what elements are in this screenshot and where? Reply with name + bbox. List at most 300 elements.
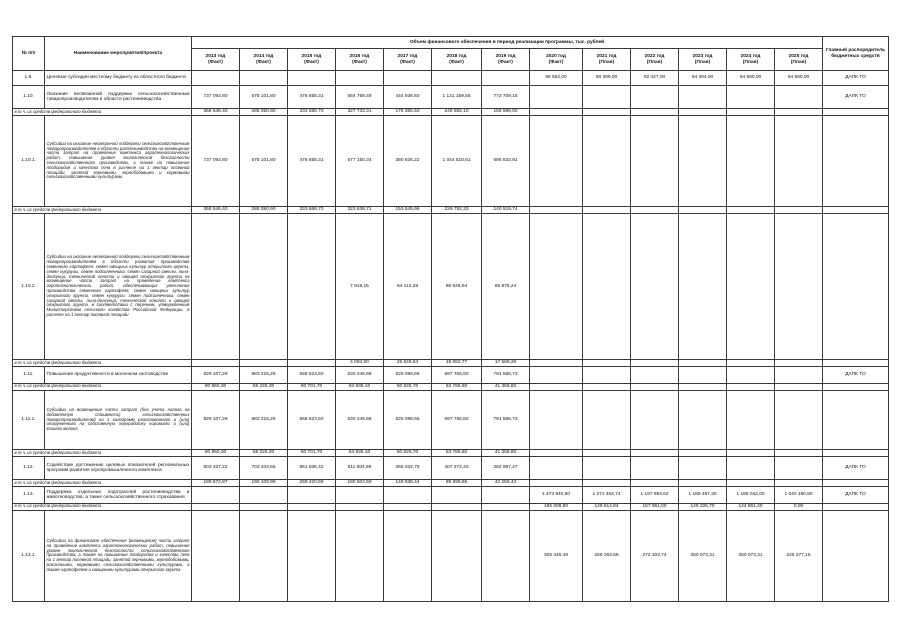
value-cell (631, 85, 679, 108)
value-cell: 149 326,70 (679, 503, 727, 510)
value-cell: 1 271 464,74 (583, 486, 631, 503)
value-cell (727, 450, 775, 457)
value-cell (631, 390, 679, 449)
entity-cell (823, 207, 889, 214)
value-cell (775, 367, 823, 384)
header-year-label: 2019 год (495, 54, 516, 60)
value-cell: 94 580,00 (727, 71, 775, 86)
value-cell (727, 367, 775, 384)
header-year-kind: (План) (646, 59, 663, 65)
federal-budget-label: в т.ч. из средств федерального бюджета (13, 383, 192, 390)
row-name: Субсидии на финансовое обеспечение (возмещение) части затрат на проведение комплекса агротехнологических работ, повышение уровня экологической безопасности сельскохозяйственного производства, а также на повышение плодородия и качества почв на 1 гектар посевной площади, занятой зерновыми, зернобобовыми, масличными, кормовыми сельскохозяйственными культурами, а также картофелем и овощными культурами открытого грунта (45, 510, 192, 601)
row-number: 1.12. (13, 456, 45, 479)
value-cell (288, 360, 336, 367)
header-funding-title: Объем финансового обеспечения в период реализации программы, тыс. рублей (192, 37, 823, 49)
value-cell (679, 390, 727, 449)
value-cell: 323 638,71 (336, 207, 384, 214)
value-cell (679, 456, 727, 479)
table-row (13, 367, 889, 384)
row-name: Субсидии на оказание несвязанной поддержки сельскохозяйственным товаропроизводителям в области развития производства семенного картофеля, семян овощных культур открытого грунта, семян кукурузы, семян подсолнечника, семян сахарной свеклы, льна-долгунца, технической конопли и овощей открытого грунта на возмещение части затрат на проведение комплекса агротехнологических работ, обеспечивающих увеличение производства семенного картофеля, семян овощных культур открытого грунта, семян кукурузы, семян подсолнечника, семян сахарной свеклы, льна-долгунца, технической конопли и овощей открытого грунта, в соответствии с перечнем, утвержденным Министерством сельского хозяйства Российской Федерации, в расчете на 1 гектар посевной площади (45, 213, 192, 359)
value-cell (530, 213, 583, 359)
value-cell: 577 150,34 (336, 115, 384, 206)
value-cell (482, 510, 530, 601)
value-cell: 444 936,50 (384, 85, 432, 108)
value-cell: 90 960,30 (192, 450, 240, 457)
value-cell (530, 115, 583, 206)
row-name: Целевые субсидии местному бюджету из областного бюджета (45, 71, 192, 86)
value-cell: 248 855,10 (432, 109, 482, 116)
header-year-label: 2018 год (446, 54, 467, 60)
header-year-kind: (Факт) (400, 59, 415, 65)
value-cell (530, 109, 583, 116)
value-cell: 1 189 497,30 (679, 486, 727, 503)
row-name: Субсидии на возмещение части затрат (без учета налога на добавленную стоимость) сельскохозяйственных товаропроизводителей на 1 килограмм реализованного и (или) отгруженного на собственную переработку коровьего и (или) козьего молока (45, 390, 192, 449)
value-cell (727, 456, 775, 479)
value-cell (384, 486, 432, 503)
row-name: Оказание несвязанной поддержки сельскохозяйственным товаропроизводителям в области растениеводства (45, 85, 192, 108)
entity-cell (823, 213, 889, 359)
value-cell (530, 383, 583, 390)
value-cell: 697 766,60 (432, 390, 482, 449)
value-cell: 85 875,24 (482, 213, 530, 359)
value-cell (631, 213, 679, 359)
value-cell (583, 456, 631, 479)
value-cell (583, 85, 631, 108)
value-cell (631, 207, 679, 214)
header-year-kind: (План) (742, 59, 759, 65)
value-cell: 476 555,31 (288, 85, 336, 108)
value-cell (775, 456, 823, 479)
value-cell: 189 572,87 (192, 480, 240, 487)
value-cell (240, 360, 288, 367)
value-cell (530, 480, 583, 487)
value-cell: 89 599,65 (432, 480, 482, 487)
value-cell (679, 360, 727, 367)
value-cell: 829 107,29 (192, 390, 240, 449)
value-cell (775, 383, 823, 390)
value-cell: 630 245,68 (336, 390, 384, 449)
entity-cell: ДАПК ТО (823, 456, 889, 479)
value-cell (775, 450, 823, 457)
header-year-label: 2023 год (692, 54, 713, 60)
value-cell (432, 503, 482, 510)
value-cell (432, 510, 482, 601)
federal-budget-row (13, 360, 889, 367)
header-year (775, 49, 823, 71)
value-cell (482, 486, 530, 503)
value-cell (530, 360, 583, 367)
value-cell: 686 833,91 (482, 115, 530, 206)
value-cell: 59 226,30 (240, 450, 288, 457)
value-cell: 53 766,60 (432, 450, 482, 457)
value-cell (679, 480, 727, 487)
value-cell (288, 213, 336, 359)
value-cell: 41 358,80 (482, 450, 530, 457)
value-cell: 883 215,26 (240, 367, 288, 384)
value-cell (384, 71, 432, 86)
value-cell: 366 032,75 (384, 456, 432, 479)
value-cell: 149 514,84 (583, 503, 631, 510)
header-year (240, 49, 288, 71)
value-cell (727, 213, 775, 359)
row-number: 1.9. (13, 71, 45, 86)
header-year (530, 49, 583, 71)
row-name: Содействие достижению целевых показателей региональных программ развития агропромышленного комплекса (45, 456, 192, 479)
value-cell: 256 263,66 (583, 510, 631, 601)
value-cell: 92 447,00 (631, 71, 679, 86)
value-cell (679, 115, 727, 206)
value-cell (631, 360, 679, 367)
value-cell: 179 355,50 (384, 109, 432, 116)
value-cell (240, 503, 288, 510)
value-cell: 158 989,00 (482, 109, 530, 116)
header-year-kind: (Факт) (256, 59, 271, 65)
value-cell (727, 383, 775, 390)
header-year-label: 2015 год (301, 54, 322, 60)
value-cell: 149 936,44 (384, 480, 432, 487)
row-number: 1.13. (13, 486, 45, 503)
table-row (13, 510, 889, 601)
value-cell: 89 552,00 (530, 71, 583, 86)
value-cell: 269 420,68 (288, 480, 336, 487)
value-cell: 407 272,40 (432, 456, 482, 479)
value-cell (530, 390, 583, 449)
row-name: Повышение продуктивности в молочном скотоводстве (45, 367, 192, 384)
budget-table-sheet (12, 36, 887, 602)
federal-budget-row (13, 109, 889, 116)
value-cell (631, 456, 679, 479)
header-year-label: 2013 год (205, 54, 226, 60)
value-cell: 697 766,60 (432, 367, 482, 384)
value-cell (336, 71, 384, 86)
value-cell (432, 486, 482, 503)
value-cell (482, 71, 530, 86)
value-cell: 368 546,40 (192, 207, 240, 214)
header-name: Наименование мероприятия/проекта (45, 37, 192, 71)
federal-budget-label: в т.ч. из средств федерального бюджета (13, 109, 192, 116)
value-cell: 272 103,74 (631, 510, 679, 601)
value-cell (727, 390, 775, 449)
value-cell: 851 936,42 (288, 456, 336, 479)
row-number: 1.10. (13, 85, 45, 108)
value-cell: 380 826,22 (384, 115, 432, 206)
header-year (631, 49, 679, 71)
value-cell (530, 85, 583, 108)
value-cell (288, 503, 336, 510)
value-cell (631, 480, 679, 487)
entity-cell: ДАПК ТО (823, 85, 889, 108)
value-cell: 781 556,73 (482, 367, 530, 384)
value-cell: 60 701,70 (288, 450, 336, 457)
value-cell: 1 197 993,62 (631, 486, 679, 503)
value-cell: 772 709,15 (482, 85, 530, 108)
value-cell: 60 701,70 (288, 383, 336, 390)
header-year-label: 2014 год (253, 54, 274, 60)
value-cell: 185 008,90 (530, 503, 583, 510)
value-cell: 180 504,59 (336, 480, 384, 487)
header-year (336, 49, 384, 71)
header-year-kind: (План) (790, 59, 807, 65)
header-entity: Главный распорядитель бюджетных средств (823, 37, 889, 71)
value-cell: 53 766,60 (432, 383, 482, 390)
value-cell: 4 094,60 (336, 360, 384, 367)
header-year (384, 49, 432, 71)
value-cell (192, 486, 240, 503)
budget-table (12, 36, 889, 602)
federal-budget-row (13, 450, 889, 457)
value-cell: 140 519,74 (482, 207, 530, 214)
value-cell (583, 367, 631, 384)
header-year-kind: (Факт) (352, 59, 367, 65)
value-cell (631, 367, 679, 384)
header-year (679, 49, 727, 71)
value-cell (775, 213, 823, 359)
table-row (13, 486, 889, 503)
header-year-label: 2025 год (788, 54, 809, 60)
value-cell: 50 625,70 (384, 450, 432, 457)
value-cell: 19 062,77 (432, 360, 482, 367)
value-cell: 144 861,40 (727, 503, 775, 510)
value-cell: 1 044 510,61 (432, 115, 482, 206)
value-cell: 625 098,65 (384, 390, 432, 449)
header-year-label: 2022 год (644, 54, 665, 60)
value-cell: 7 919,15 (336, 213, 384, 359)
value-cell (432, 71, 482, 86)
value-cell (192, 360, 240, 367)
header-year-kind: (Факт) (548, 59, 564, 65)
entity-cell (823, 503, 889, 510)
entity-cell: ДАПК ТО (823, 71, 889, 86)
federal-budget-row (13, 207, 889, 214)
header-num: № п/п (13, 37, 45, 71)
value-cell (530, 450, 583, 457)
value-cell (336, 503, 384, 510)
value-cell (775, 360, 823, 367)
value-cell: 42 259,44 (482, 480, 530, 487)
entity-cell (823, 390, 889, 449)
header-year-label: 2016 год (349, 54, 370, 60)
value-cell: 288 050,90 (240, 109, 288, 116)
value-cell (631, 115, 679, 206)
value-cell (583, 480, 631, 487)
header-year-kind: (План) (694, 59, 711, 65)
value-cell (192, 510, 240, 601)
value-cell: 1 185 042,00 (727, 486, 775, 503)
value-cell (727, 85, 775, 108)
header-year (482, 49, 530, 71)
value-cell (384, 503, 432, 510)
value-cell (727, 109, 775, 116)
row-number: 1.10.1. (13, 115, 45, 206)
value-cell (192, 503, 240, 510)
value-cell: 0,00 (775, 503, 823, 510)
value-cell: 658 523,60 (288, 367, 336, 384)
value-cell: 305 446,49 (530, 510, 583, 601)
value-cell (775, 85, 823, 108)
federal-budget-label: в т.ч. из средств федерального бюджета (13, 480, 192, 487)
value-cell: 829 107,29 (192, 367, 240, 384)
row-name: Поддержка отдельных подотраслей растениеводства и животноводства, а также сельскохозяйственного страхования (45, 486, 192, 503)
value-cell: 94 494,00 (679, 71, 727, 86)
value-cell (727, 480, 775, 487)
value-cell (631, 109, 679, 116)
value-cell: 229 792,33 (432, 207, 482, 214)
value-cell (679, 207, 727, 214)
value-cell (727, 115, 775, 206)
value-cell (583, 390, 631, 449)
table-row (13, 390, 889, 449)
value-cell: 368 546,40 (192, 109, 240, 116)
value-cell (727, 360, 775, 367)
value-cell (631, 450, 679, 457)
value-cell: 90 399,00 (583, 71, 631, 86)
value-cell: 333 588,70 (288, 109, 336, 116)
value-cell: 64 112,28 (384, 213, 432, 359)
value-cell: 17 569,26 (482, 360, 530, 367)
value-cell (583, 360, 631, 367)
row-number: 1.11. (13, 367, 45, 384)
value-cell: 327 733,31 (336, 109, 384, 116)
value-cell (775, 480, 823, 487)
table-row (13, 213, 889, 359)
value-cell: 658 523,60 (288, 390, 336, 449)
value-cell (288, 71, 336, 86)
value-cell: 625 098,65 (384, 367, 432, 384)
value-cell (530, 456, 583, 479)
entity-cell (823, 109, 889, 116)
value-cell: 86 648,94 (432, 213, 482, 359)
value-cell (240, 71, 288, 86)
federal-budget-label: в т.ч. из средств федерального бюджета (13, 207, 192, 214)
row-name: Субсидии на оказание несвязанной поддержки сельскохозяйственным товаропроизводителям в области растениеводства на возмещение части затрат на проведение комплекса агротехнологических работ, повышение уровня экологической безопасности сельскохозяйственного производства, а также на повышение плодородия и качества почв в расчете на 1 гектар посевной площади, занятой зерновыми, зернобобовыми и кормовыми сельскохозяйственными культурами (45, 115, 192, 206)
federal-budget-label: в т.ч. из средств федерального бюджета (13, 503, 192, 510)
entity-cell (823, 510, 889, 601)
value-cell: 476 555,31 (288, 115, 336, 206)
header-year-kind: (Факт) (449, 59, 464, 65)
value-cell (775, 115, 823, 206)
value-cell: 578 101,80 (240, 85, 288, 108)
value-cell (240, 213, 288, 359)
value-cell: 196 109,98 (240, 480, 288, 487)
value-cell (240, 486, 288, 503)
value-cell: 803 327,22 (192, 456, 240, 479)
value-cell: 260 073,31 (727, 510, 775, 601)
value-cell (679, 450, 727, 457)
value-cell (583, 213, 631, 359)
table-row (13, 85, 889, 108)
value-cell (530, 207, 583, 214)
value-cell (679, 109, 727, 116)
value-cell: 703 343,65 (240, 456, 288, 479)
value-cell (384, 510, 432, 601)
row-number: 1.13.1. (13, 510, 45, 601)
value-cell (583, 109, 631, 116)
header-year-label: 2024 год (740, 54, 761, 60)
value-cell: 883 215,26 (240, 390, 288, 449)
table-row (13, 456, 889, 479)
value-cell (775, 207, 823, 214)
federal-budget-row (13, 383, 889, 390)
value-cell (631, 383, 679, 390)
entity-cell: ДАПК ТО (823, 367, 889, 384)
entity-cell (823, 115, 889, 206)
value-cell: 781 556,73 (482, 390, 530, 449)
entity-cell: ДАПК ТО (823, 486, 889, 503)
value-cell (583, 115, 631, 206)
value-cell (679, 213, 727, 359)
header-year-kind: (Факт) (498, 59, 513, 65)
entity-cell (823, 383, 889, 390)
header-year (583, 49, 631, 71)
value-cell (679, 383, 727, 390)
entity-cell (823, 450, 889, 457)
value-cell: 153 545,96 (384, 207, 432, 214)
header-year-kind: (План) (598, 59, 615, 65)
value-cell (530, 367, 583, 384)
value-cell (192, 71, 240, 86)
value-cell (288, 486, 336, 503)
value-cell: 94 580,00 (775, 71, 823, 86)
value-cell: 511 604,69 (336, 456, 384, 479)
value-cell: 25 849,54 (384, 360, 432, 367)
value-cell: 630 245,68 (336, 367, 384, 384)
table-row (13, 115, 889, 206)
value-cell (336, 486, 384, 503)
value-cell (679, 367, 727, 384)
value-cell (336, 510, 384, 601)
value-cell: 1 473 940,90 (530, 486, 583, 503)
value-cell (679, 85, 727, 108)
header-year (192, 49, 240, 71)
value-cell (727, 207, 775, 214)
value-cell (583, 207, 631, 214)
value-cell: 1 040 180,80 (775, 486, 823, 503)
federal-budget-row (13, 480, 889, 487)
value-cell (583, 450, 631, 457)
value-cell (240, 510, 288, 601)
header-year-label: 2017 год (397, 54, 418, 60)
header-year (727, 49, 775, 71)
row-number: 1.11.1. (13, 390, 45, 449)
value-cell: 84 935,10 (336, 450, 384, 457)
federal-budget-row (13, 503, 889, 510)
entity-cell (823, 360, 889, 367)
header-year (432, 49, 482, 71)
header-year-kind: (Факт) (208, 59, 223, 65)
row-number: 1.10.2. (13, 213, 45, 359)
header-year-label: 2021 год (596, 54, 617, 60)
value-cell: 84 935,10 (336, 383, 384, 390)
value-cell (775, 109, 823, 116)
value-cell: 737 092,80 (192, 115, 240, 206)
value-cell: 90 960,30 (192, 383, 240, 390)
header-year-kind: (Факт) (304, 59, 319, 65)
value-cell (482, 503, 530, 510)
value-cell (192, 213, 240, 359)
value-cell: 288 050,90 (240, 207, 288, 214)
value-cell: 1 131 159,56 (432, 85, 482, 108)
value-cell: 282 997,47 (482, 456, 530, 479)
value-cell: 333 588,70 (288, 207, 336, 214)
value-cell: 50 625,70 (384, 383, 432, 390)
value-cell (288, 510, 336, 601)
value-cell: 564 759,49 (336, 85, 384, 108)
value-cell (583, 383, 631, 390)
header-year (288, 49, 336, 71)
value-cell (775, 390, 823, 449)
value-cell: 737 092,80 (192, 85, 240, 108)
value-cell: 226 277,15 (775, 510, 823, 601)
